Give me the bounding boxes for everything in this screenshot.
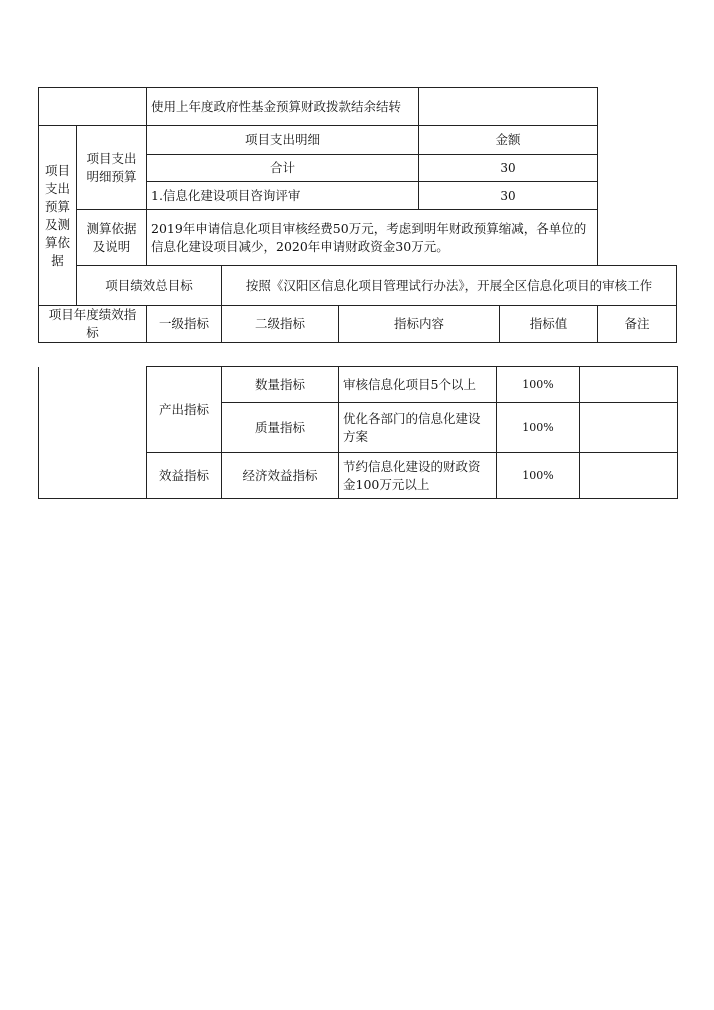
detail-budget-label: 项目支出明细预算 (77, 126, 147, 210)
indicator-note (580, 367, 678, 403)
header-value: 指标值 (500, 306, 598, 343)
detail-header: 项目支出明细 (147, 126, 419, 155)
budget-table (38, 87, 677, 343)
indicator-value: 100% (497, 453, 580, 499)
goal-label: 项目绩效总目标 (77, 266, 222, 306)
header-content: 指标内容 (339, 306, 500, 343)
fund-source-text: 使用上年度政府性基金预算财政拨款结余结转 (147, 88, 419, 126)
budget-item-name: 1.信息化建设项目咨询评审 (147, 182, 419, 210)
indicator-value: 100% (497, 403, 580, 453)
amount-header: 金额 (419, 126, 598, 155)
output-label: 产出指标 (147, 367, 222, 453)
goal-text: 按照《汉阳区信息化项目管理试行办法》，开展全区信息化项目的审核工作 (222, 266, 677, 306)
basis-text: 2019年申请信息化项目审核经费50万元，考虑到明年财政预算缩减，各单位的信息化建设项目减少，2020年申请财政资金30万元。 (147, 210, 598, 266)
indicator-level2: 经济效益指标 (222, 453, 339, 499)
header-level1: 一级指标 (147, 306, 222, 343)
indicator-section-label: 项目年度绩效指标 (39, 306, 147, 343)
total-label: 合计 (147, 155, 419, 182)
indicator-content: 优化各部门的信息化建设方案 (339, 403, 497, 453)
total-amount: 30 (419, 155, 598, 182)
blank-cell (39, 88, 147, 126)
indicator-level2: 质量指标 (222, 403, 339, 453)
basis-label: 测算依据及说明 (77, 210, 147, 266)
indicator-level2: 数量指标 (222, 367, 339, 403)
benefit-label: 效益指标 (147, 453, 222, 499)
budget-item-amount: 30 (419, 182, 598, 210)
budget-section-label: 项目支出预算及测算依据 (39, 126, 77, 306)
indicator-value: 100% (497, 367, 580, 403)
indicator-section-label-spacer (39, 367, 147, 499)
indicator-content: 审核信息化项目5个以上 (339, 367, 497, 403)
indicator-content: 节约信息化建设的财政资金100万元以上 (339, 453, 497, 499)
indicator-note (580, 403, 678, 453)
indicator-note (580, 453, 678, 499)
blank-cell (419, 88, 598, 126)
header-level2: 二级指标 (222, 306, 339, 343)
indicator-table (38, 366, 678, 499)
header-note: 备注 (598, 306, 677, 343)
